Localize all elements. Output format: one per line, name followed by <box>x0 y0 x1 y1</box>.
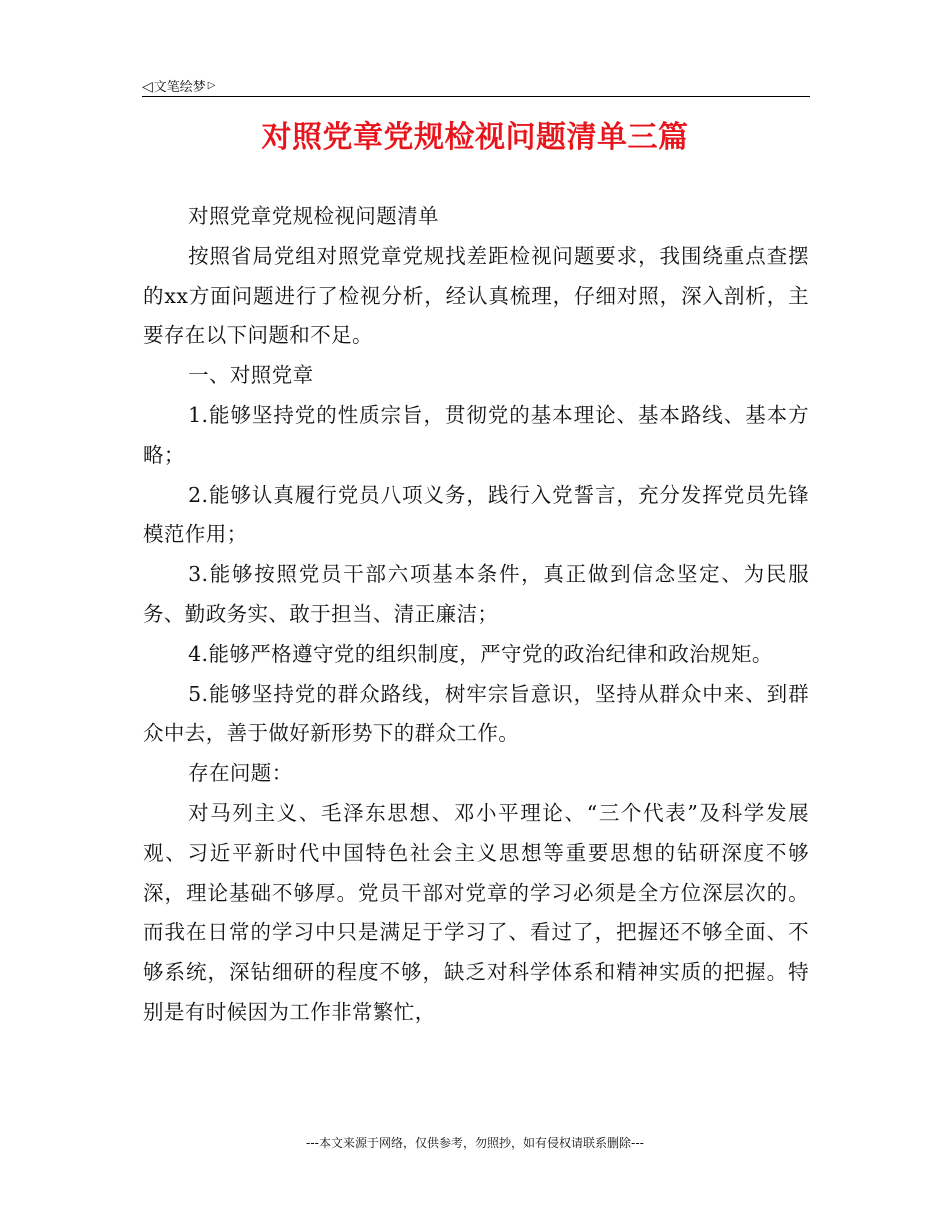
header-brand <box>142 76 216 95</box>
triangle-left-icon: ◁ <box>142 79 153 95</box>
document-body <box>143 197 809 1033</box>
list-item-4: 4.能够严格遵守党的组织制度，严守党的政治纪律和政治规矩。 <box>188 641 773 666</box>
page-header <box>142 74 810 97</box>
problems-heading: 存在问题： <box>188 761 293 786</box>
header-brand-text: 文笔绘梦 <box>153 80 206 95</box>
document-title: 对照党章党规检视问题清单三篇 <box>261 120 689 155</box>
list-item-2: 2.能够认真履行党员八项义务，践行入党誓言，充分发挥党员先锋模范作用； <box>143 482 809 547</box>
list-item-5: 5.能够坚持党的群众路线，树牢宗旨意识，坚持从群众中来、到群众中去，善于做好新形势下的群众工作。 <box>143 681 809 746</box>
list-item-3: 3.能够按照党员干部六项基本条件，真正做到信念坚定、为民服务、勤政务实、敢于担当、清正廉洁； <box>143 562 809 626</box>
paragraph-intro: 按照省局党组对照党章党规找差距检视问题要求，我围绕重点查摆的xx方面问题进行了检视分析，经认真梳理，仔细对照，深入剖析，主要存在以下问题和不足。 <box>143 243 809 348</box>
footer-notice: ---本文来源于网络，仅供参考，勿照抄，如有侵权请联系删除--- <box>306 1136 644 1150</box>
problems-paragraph: 对马列主义、毛泽东思想、邓小平理论、“三个代表”及科学发展观、习近平新时代中国特色社会主义思想等重要思想的钻研深度不够深，理论基础不够厚。党员干部对党章的学习必须是全方位深层次的。而我在日常的学习中只是满足于学习了、看过了，把握还不够全面、不够系统，深钻细研的程度不够，缺乏对科学体系和精神实质的把握。特别是有时候因为工作非常繁忙， <box>143 800 809 1024</box>
section-heading: 一、对照党章 <box>188 363 314 388</box>
triangle-right-icon: ▷ <box>207 80 216 91</box>
list-item-1: 1.能够坚持党的性质宗旨，贯彻党的基本理论、基本路线、基本方略； <box>143 402 809 467</box>
paragraph-subtitle: 对照党章党规检视问题清单 <box>188 204 439 228</box>
